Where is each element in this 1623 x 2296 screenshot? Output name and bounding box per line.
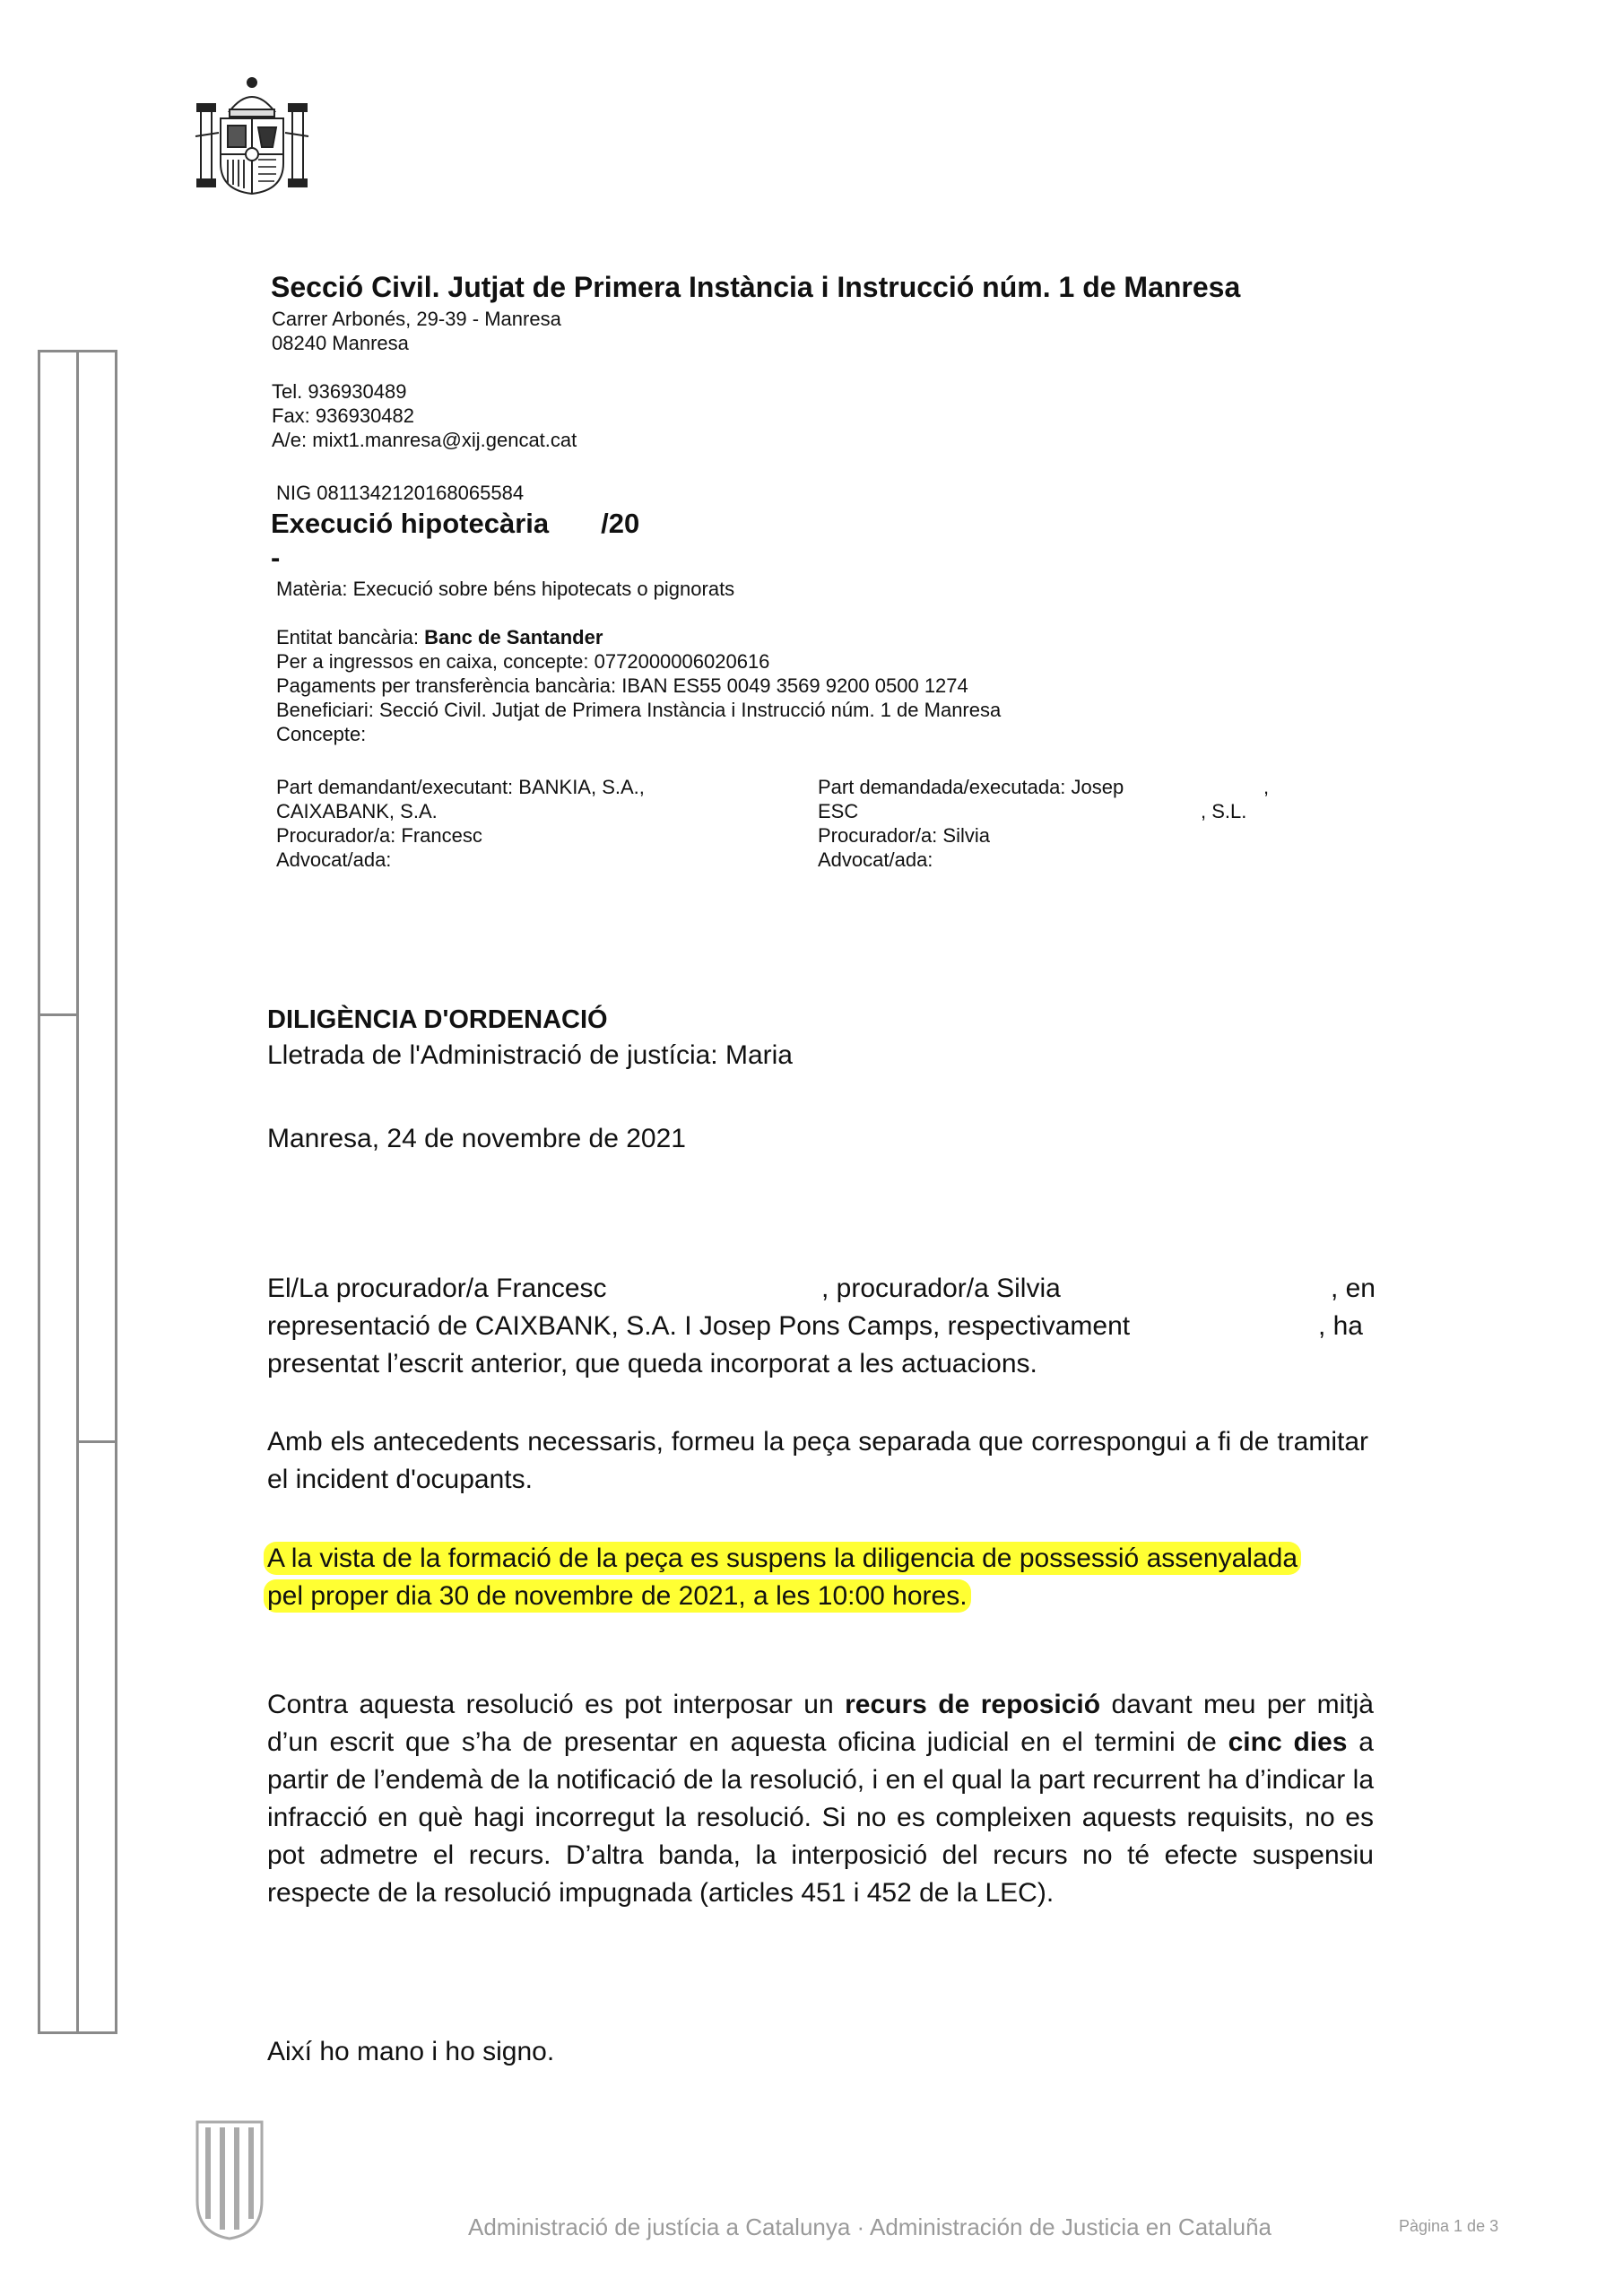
phone-number: Tel. 936930489 (272, 380, 407, 403)
plaintiff-party (276, 775, 645, 872)
appeal-text-b: davant meu per mitjà d’un escrit que s’ha de presentar en aquesta oficina judicial en el termini de (267, 1690, 1374, 1757)
appeal-bold-2: cinc dies (1228, 1727, 1348, 1757)
defendant-line-1-text: Part demandada/executada: Josep (818, 776, 1124, 798)
margin-bar-outer (38, 350, 79, 2034)
court-name: Secció Civil. Jutjat de Primera Instància i Instrucció núm. 1 de Manresa (271, 271, 1241, 303)
defendant-line-1-comma: , (1263, 776, 1270, 798)
case-type-label: Execució hipotecària (271, 508, 550, 539)
materia: Matèria: Execució sobre béns hipotecats o pignorats (276, 578, 735, 600)
spanish-coat-of-arms-icon (194, 74, 310, 199)
highlighted-line-2 (264, 1578, 1376, 1615)
case-type (271, 506, 639, 542)
highlight-2: pel proper dia 30 de novembre de 2021, a les 10:00 hores. (264, 1579, 971, 1613)
paragraph-1 (267, 1270, 1376, 1383)
bank-entity-value: Banc de Santander (424, 626, 603, 648)
defendant-advocat: Advocat/ada: (818, 848, 933, 871)
highlight-1: A la vista de la formació de la peça es suspens la diligencia de possessió assenyalada (264, 1542, 1301, 1575)
document-date: Manresa, 24 de novembre de 2021 (267, 1124, 686, 1153)
paragraph-2: Amb els antecedents necessaris, formeu la peça separada que correspongui a fi de tramitar el incident d'ocupants. (267, 1427, 1368, 1494)
nig-number: NIG 0811342120168065584 (276, 482, 525, 504)
cash-concept: Per a ingressos en caixa, concepte: 0772000006020616 (276, 650, 770, 673)
plaintiff-line-2: CAIXABANK, S.A. (276, 800, 438, 822)
fax-number: Fax: 936930482 (272, 404, 415, 427)
email-address: A/e: mixt1.manresa@xij.gencat.cat (272, 429, 577, 451)
catalan-emblem-icon (194, 2118, 265, 2240)
bank-entity-label: Entitat bancària: (276, 626, 425, 648)
margin-bar-inner (76, 350, 117, 2034)
defendant-procurador: Procurador/a: Silvia (818, 824, 990, 847)
beneficiary: Beneficiari: Secció Civil. Jutjat de Primera Instància i Instrucció núm. 1 de Manresa (276, 699, 1002, 721)
appeal-paragraph (267, 1686, 1374, 1912)
address-line-1: Carrer Arbonés, 29-39 - Manresa (272, 308, 561, 330)
footer-text: Administració de justícia a Catalunya · Administración de Justicia en Cataluña (468, 2213, 1272, 2240)
paragraph-1-line-3: presentat l’escrit anterior, que queda incorporat a les actuacions. (267, 1349, 1037, 1378)
defendant-line-2-sl: , S.L. (1201, 800, 1247, 822)
plaintiff-advocat: Advocat/ada: (276, 848, 392, 871)
margin-divider (38, 1013, 76, 1016)
closing-line: Així ho mano i ho signo. (267, 2037, 555, 2066)
defendant-line-2 (818, 799, 1284, 823)
paragraph-1-line-1 (267, 1270, 1376, 1308)
p1-part-a: El/La procurador/a Francesc (267, 1274, 607, 1303)
appeal-text-a: Contra aquesta resolució es pot interposar un (267, 1690, 846, 1719)
bank-transfer: Pagaments per transferència bancària: IBAN ES55 0049 3569 9200 0500 1274 (276, 674, 968, 697)
page-number: Pàgina 1 de 3 (1399, 2217, 1499, 2235)
lletrada: Lletrada de l'Administració de justícia: Maria (267, 1040, 793, 1070)
address-line-2: 08240 Manresa (272, 332, 409, 354)
paragraph-1-line-2 (267, 1308, 1376, 1345)
plaintiff-procurador: Procurador/a: Francesc (276, 824, 482, 847)
plaintiff-line-1: Part demandant/executant: BANKIA, S.A., (276, 776, 645, 798)
defendant-line-2-text: ESC (818, 800, 859, 822)
p1-part-c: , en (1330, 1274, 1376, 1303)
document-title: DILIGÈNCIA D'ORDENACIÓ (267, 1005, 608, 1034)
highlighted-line-1 (264, 1540, 1376, 1578)
margin-divider (76, 1440, 115, 1443)
highlighted-paragraph (264, 1540, 1376, 1615)
p1-line2-b: , ha (1317, 1311, 1363, 1341)
appeal-bold-1: recurs de reposició (845, 1690, 1101, 1719)
appeal-text-c: a partir de l’endemà de la notificació de la resolució, i en el qual la part recurrent ha d’indicar la infracció en què hagi incorregut la resolució. Si no es compleixen aquests requisits, no es pot admetre el recurs. D’altra banda, la interposició del recurs no té efecte suspensiu respecte de la resolució impugnada (articles 451 i 452 de la LEC). (267, 1727, 1374, 1908)
p1-part-b: , procurador/a Silvia (821, 1274, 1061, 1303)
bank-info (276, 625, 1001, 746)
case-dash: - (271, 542, 281, 573)
defendant-party (818, 775, 1284, 872)
p1-line2-a: representació de CAIXBANK, S.A. I Josep Pons Camps, respectivament (267, 1311, 1131, 1341)
case-number: /20 (601, 508, 640, 539)
bank-entity (276, 625, 1001, 649)
defendant-line-1 (818, 775, 1284, 799)
court-address (272, 307, 577, 452)
concept: Concepte: (276, 723, 367, 745)
